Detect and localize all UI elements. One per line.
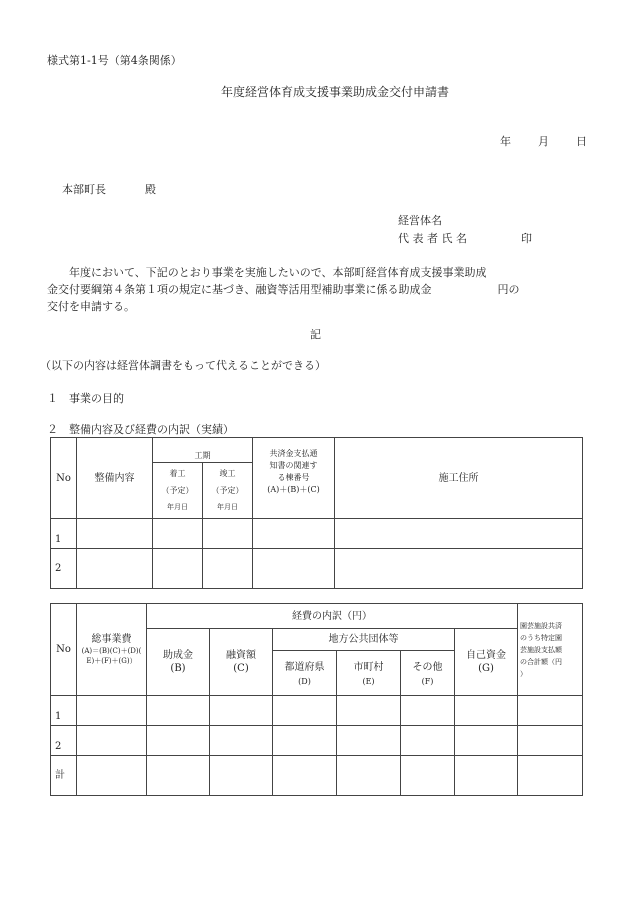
row-number: 2 [51,726,77,756]
cell-loan[interactable] [210,726,273,756]
col-building-number: 共済金支払通 知書の関連す る棟番号 (A)＋(B)＋(C) [253,438,335,519]
cell-total[interactable] [77,696,147,726]
applicant-label: 経営体名 [398,214,442,227]
ki-heading: 記 [310,328,321,341]
cell-prefecture[interactable] [273,696,337,726]
cell-municipality[interactable] [337,696,401,726]
addressee: 本部町長 [62,183,106,196]
col-end: 竣工 （予定） 年月日 [203,463,253,519]
cell-total[interactable] [77,726,147,756]
body-line-3: 交付を申請する。 [47,300,135,313]
col-period: 工期 [153,438,253,463]
cell-end[interactable] [203,519,253,549]
row-number: 1 [51,519,77,549]
col-municipality: 市町村 (E) [337,651,401,696]
col-breakdown: 経費の内訳（円） [147,604,518,629]
cell-content[interactable] [77,549,153,589]
honorific: 殿 [145,183,156,196]
cell-subsidy[interactable] [147,696,210,726]
date-year-label: 年 [500,135,511,148]
col-no: No [51,438,77,519]
cell-loan[interactable] [210,696,273,726]
cell-end[interactable] [203,549,253,589]
body-line-1: 年度において、下記のとおり事業を実施したいので、本部町経営体育成支援事業助成 [47,266,487,279]
cell-horticulture[interactable] [518,756,583,796]
cell-horticulture[interactable] [518,696,583,726]
col-subsidy: 助成金 (B) [147,629,210,696]
col-horticulture: 園芸施設共済 のうち特定園 芸施設支払額 の合計額（円 ） [518,604,583,696]
item-purpose: １ 事業の目的 [47,392,124,405]
cell-horticulture[interactable] [518,726,583,756]
cell-own-funds[interactable] [455,726,518,756]
cell-subsidy[interactable] [147,756,210,796]
col-local-government: 地方公共団体等 [273,629,455,651]
representative-label: 代 表 者 氏 名 [398,232,467,245]
expense-table [50,603,583,796]
row-number: 1 [51,696,77,726]
col-prefecture: 都道府県 (D) [273,651,337,696]
cell-municipality[interactable] [337,726,401,756]
cell-building[interactable] [253,549,335,589]
cell-start[interactable] [153,549,203,589]
item-breakdown: ２ 整備内容及び経費の内訳（実績） [47,423,234,436]
col-total: 総事業費 (A)＝(B)(C)＋(D)( E)＋(F)＋(G)） [77,604,147,696]
col-site: 施工住所 [335,438,583,519]
cell-subsidy[interactable] [147,726,210,756]
cell-municipality[interactable] [337,756,401,796]
cell-building[interactable] [253,519,335,549]
date-month-label: 月 [538,135,549,148]
col-loan: 融資額 (C) [210,629,273,696]
form-number: 様式第1-1号（第4条関係） [47,54,182,67]
date-day-label: 日 [576,135,587,148]
seal-label: 印 [521,232,532,245]
col-own-funds: 自己資金 (G) [455,629,518,696]
cell-start[interactable] [153,519,203,549]
works-table [50,437,583,589]
cell-prefecture[interactable] [273,756,337,796]
row-number: 2 [51,549,77,589]
cell-own-funds[interactable] [455,756,518,796]
cell-other[interactable] [401,726,455,756]
cell-site[interactable] [335,519,583,549]
cell-content[interactable] [77,519,153,549]
col-no: No [51,604,77,696]
col-start: 着工 （予定） 年月日 [153,463,203,519]
cell-prefecture[interactable] [273,726,337,756]
cell-other[interactable] [401,756,455,796]
cell-other[interactable] [401,696,455,726]
cell-own-funds[interactable] [455,696,518,726]
col-content: 整備内容 [77,438,153,519]
body-line-2: 金交付要綱第４条第１項の規定に基づき、融資等活用型補助事業に係る助成金 円の [47,283,520,296]
cell-total[interactable] [77,756,147,796]
col-other: その他 (F) [401,651,455,696]
cell-site[interactable] [335,549,583,589]
note: （以下の内容は経営体調書をもって代えることができる） [40,359,326,372]
row-total-label: 計 [51,756,77,796]
document-title: 年度経営体育成支援事業助成金交付申請書 [221,85,450,99]
cell-loan[interactable] [210,756,273,796]
